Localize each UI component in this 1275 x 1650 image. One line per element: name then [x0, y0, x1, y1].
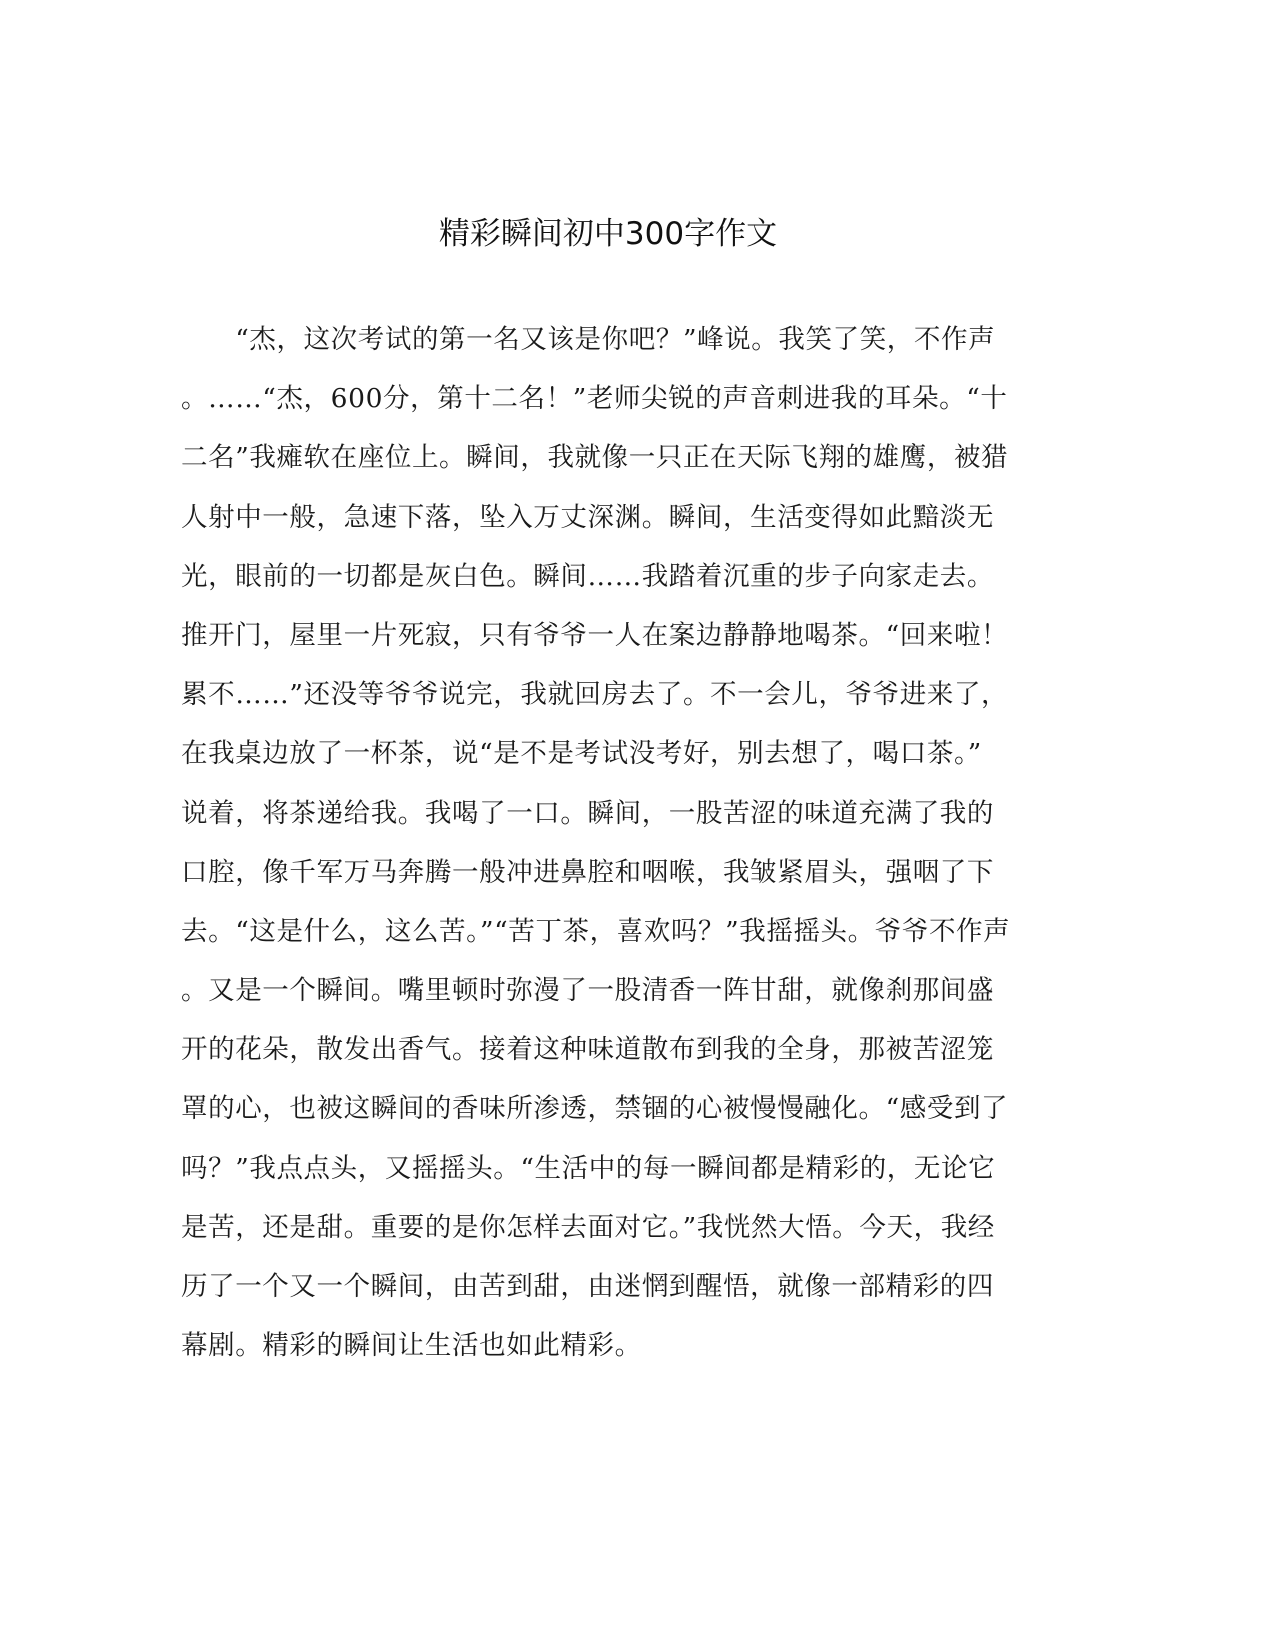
- essay-line: 二名”我瘫软在座位上。瞬间，我就像一只正在天际飞翔的雄鹰，被猎: [181, 442, 1009, 474]
- essay-line: “杰，这次考试的第一名又该是你吧？”峰说。我笑了笑，不作声: [181, 324, 996, 355]
- essay-line: 罩的心，也被这瞬间的香味所渗透，禁锢的心被慢慢融化。“感受到了: [181, 1093, 1009, 1125]
- essay-line: 。又是一个瞬间。嘴里顿时弥漫了一股清香一阵甘甜，就像刹那间盛: [181, 975, 994, 1007]
- essay-line: 开的花朵，散发出香气。接着这种味道散布到我的全身，那被苦涩笼: [181, 1034, 994, 1066]
- essay-line: 是苦，还是甜。重要的是你怎样去面对它。”我恍然大悟。今天，我经: [181, 1211, 995, 1243]
- essay-line: 在我桌边放了一杯茶，说“是不是考试没考好，别去想了，喝口茶。”: [181, 738, 982, 770]
- essay-line: 口腔，像千军万马奔腾一般冲进鼻腔和咽喉，我皱紧眉头，强咽了下: [181, 856, 994, 888]
- essay-line: 历了一个又一个瞬间，由苦到甜，由迷惘到醒悟，就像一部精彩的四: [181, 1271, 994, 1302]
- essay-line: 说着，将茶递给我。我喝了一口。瞬间，一股苦涩的味道充满了我的: [181, 797, 994, 829]
- essay-line: 。……“杰，600分，第十二名！”老师尖锐的声音刺进我的耳朵。“十: [181, 383, 1008, 415]
- essay-line: 幕剧。精彩的瞬间让生活也如此精彩。: [181, 1330, 642, 1362]
- essay-line: 累不……”还没等爷爷说完，我就回房去了。不一会儿，爷爷进来了，: [181, 679, 1009, 711]
- essay-line: 去。“这是什么，这么苦。”“苦丁茶，喜欢吗？”我摇摇头。爷爷不作声: [181, 915, 1011, 947]
- essay-line: 人射中一般，急速下落，坠入万丈深渊。瞬间，生活变得如此黯淡无: [181, 501, 994, 533]
- essay-line: 吗？”我点点头，又摇摇头。“生活中的每一瞬间都是精彩的，无论它: [181, 1152, 996, 1184]
- essay-body: [181, 318, 1061, 1383]
- essay-line: 推开门，屋里一片死寂，只有爷爷一人在案边静静地喝茶。“回来啦！: [181, 619, 1009, 651]
- essay-line: 光，眼前的一切都是灰白色。瞬间……我踏着沉重的步子向家走去。: [181, 560, 994, 592]
- document-title: 精彩瞬间初中300字作文: [438, 216, 778, 252]
